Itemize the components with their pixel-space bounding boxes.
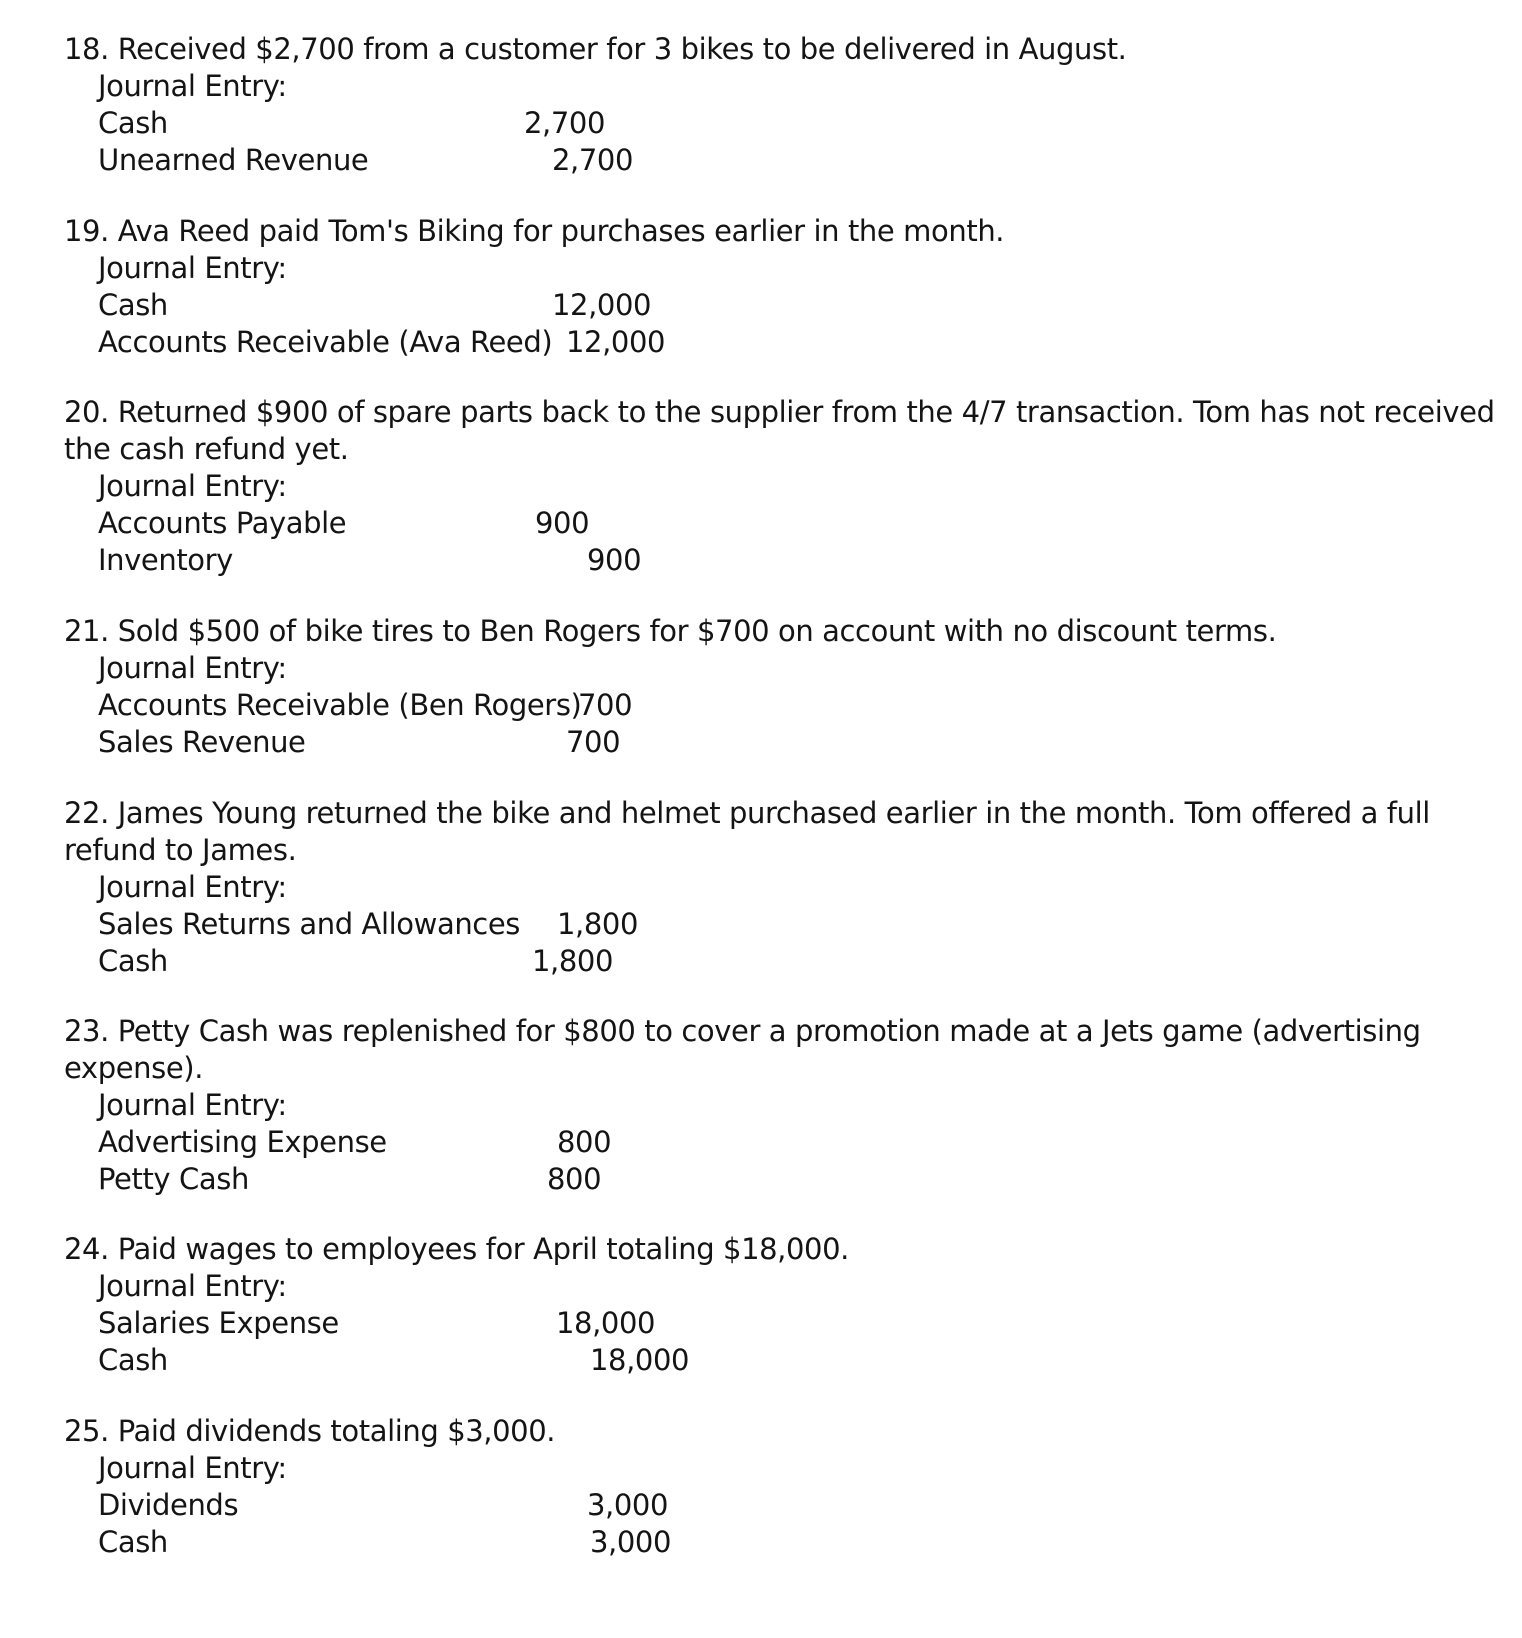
entry-description: 18. Received $2,700 from a customer for 3 bikes to be delivered in August. bbox=[64, 32, 1127, 66]
account-name: Inventory bbox=[98, 543, 233, 577]
debit-amount: 18,000 bbox=[556, 1306, 656, 1340]
account-name: Cash bbox=[98, 1343, 168, 1377]
credit-amount: 900 bbox=[587, 543, 642, 577]
account-name: Cash bbox=[98, 944, 168, 978]
entry-description: refund to James. bbox=[64, 833, 297, 867]
credit-amount: 18,000 bbox=[590, 1343, 690, 1377]
entry-description: 19. Ava Reed paid Tom's Biking for purchases earlier in the month. bbox=[64, 214, 1005, 248]
journal-entry-label: Journal Entry: bbox=[98, 1269, 287, 1303]
account-name: Cash bbox=[98, 1525, 168, 1559]
journal-entry-label: Journal Entry: bbox=[98, 870, 287, 904]
entry-description: 23. Petty Cash was replenished for $800 to cover a promotion made at a Jets game (advertising bbox=[64, 1014, 1421, 1048]
journal-entry-label: Journal Entry: bbox=[98, 651, 287, 685]
account-name: Petty Cash bbox=[98, 1162, 249, 1196]
credit-amount: 700 bbox=[566, 725, 621, 759]
entry-description: the cash refund yet. bbox=[64, 432, 349, 466]
credit-amount: 3,000 bbox=[590, 1525, 672, 1559]
account-name: Sales Returns and Allowances bbox=[98, 907, 521, 941]
account-name: Sales Revenue bbox=[98, 725, 306, 759]
account-name: Cash bbox=[98, 106, 168, 140]
account-name: Accounts Payable bbox=[98, 506, 347, 540]
debit-amount: 3,000 bbox=[587, 1488, 669, 1522]
debit-amount: 800 bbox=[557, 1125, 612, 1159]
account-name: Accounts Receivable (Ben Rogers) bbox=[98, 688, 582, 722]
account-name: Cash bbox=[98, 288, 168, 322]
credit-amount: 800 bbox=[547, 1162, 602, 1196]
journal-entry-label: Journal Entry: bbox=[98, 1088, 287, 1122]
account-name: Unearned Revenue bbox=[98, 143, 369, 177]
journal-entry-label: Journal Entry: bbox=[98, 1451, 287, 1485]
debit-amount: 2,700 bbox=[524, 106, 606, 140]
debit-amount: 12,000 bbox=[552, 288, 652, 322]
account-name: Advertising Expense bbox=[98, 1125, 387, 1159]
journal-entry-label: Journal Entry: bbox=[98, 469, 287, 503]
account-name: Dividends bbox=[98, 1488, 239, 1522]
journal-entry-label: Journal Entry: bbox=[98, 251, 287, 285]
account-name: Salaries Expense bbox=[98, 1306, 339, 1340]
credit-amount: 1,800 bbox=[532, 944, 614, 978]
entry-description: 20. Returned $900 of spare parts back to the supplier from the 4/7 transaction. Tom has not received bbox=[64, 395, 1495, 429]
credit-amount: 12,000 bbox=[566, 325, 666, 359]
entry-description: 25. Paid dividends totaling $3,000. bbox=[64, 1414, 556, 1448]
account-name: Accounts Receivable (Ava Reed) bbox=[98, 325, 553, 359]
journal-entry-label: Journal Entry: bbox=[98, 69, 287, 103]
entry-description: 24. Paid wages to employees for April totaling $18,000. bbox=[64, 1232, 849, 1266]
entry-description: 21. Sold $500 of bike tires to Ben Rogers for $700 on account with no discount terms. bbox=[64, 614, 1277, 648]
debit-amount: 1,800 bbox=[557, 907, 639, 941]
entry-description: 22. James Young returned the bike and helmet purchased earlier in the month. Tom offered a full bbox=[64, 796, 1430, 830]
debit-amount: 700 bbox=[578, 688, 633, 722]
debit-amount: 900 bbox=[535, 506, 590, 540]
credit-amount: 2,700 bbox=[552, 143, 634, 177]
entry-description: expense). bbox=[64, 1051, 204, 1085]
